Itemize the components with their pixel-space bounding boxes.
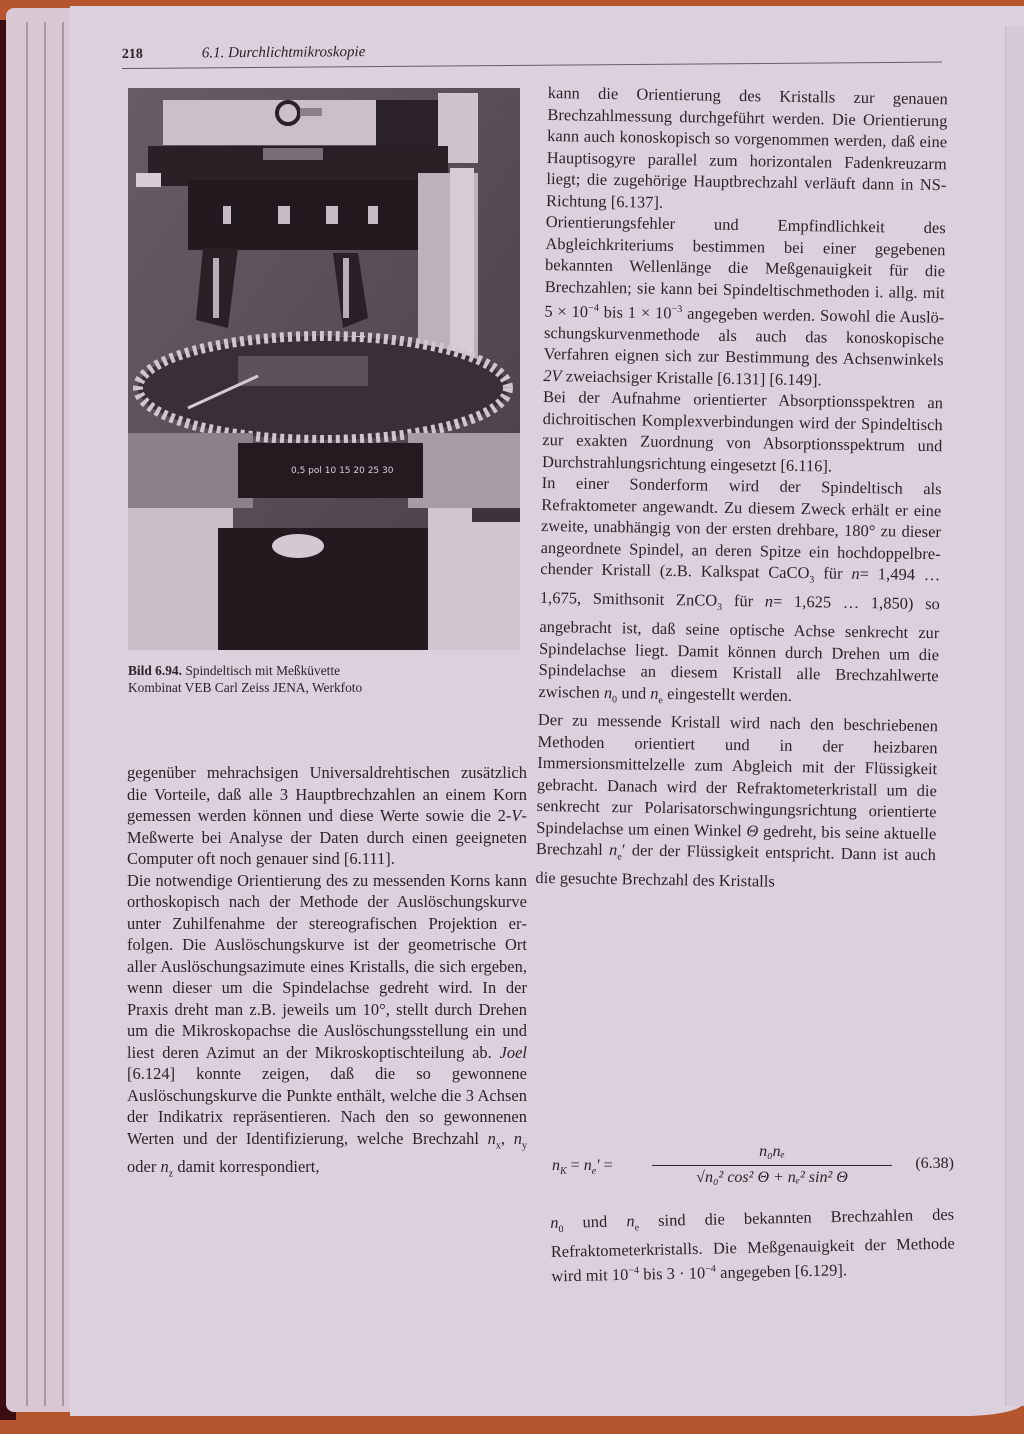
- text-run: für: [823, 563, 843, 584]
- scale-label: 0,5 pol 10 15 20 25 30: [291, 466, 394, 476]
- figure-photo: [128, 88, 520, 650]
- subscript: x: [495, 1139, 501, 1151]
- text-run: Orientierungsfehler und Empfindlichkeit des Abgleichkriteriums bestimmen bei einer gegebenen bekannten Wellenlänge die Meßgenauigkeit für die Brechzahlen; sie kann bei Spindeltischmethoden i. allg. mit 5 × 10: [544, 211, 946, 322]
- paragraph: [127, 762, 527, 870]
- text-run: ,: [500, 1128, 506, 1148]
- subscript: e: [617, 851, 622, 863]
- equals-sign: =: [566, 1157, 584, 1174]
- text-run: V: [511, 806, 522, 825]
- text-run: eingestellt werden.: [667, 683, 793, 705]
- symbol: n: [851, 564, 860, 584]
- symbol: n: [603, 682, 613, 702]
- equation-number: (6.38): [915, 1155, 954, 1172]
- caption-number: Bild 6.94.: [128, 663, 182, 678]
- subscript: y: [521, 1139, 528, 1151]
- superscript: −4: [588, 302, 600, 314]
- symbol: n: [550, 1212, 559, 1232]
- superscript: −4: [705, 1263, 717, 1276]
- numerator: n₀nₑ: [759, 1143, 785, 1160]
- subscript: e: [634, 1222, 640, 1234]
- symbol: n: [160, 1157, 169, 1177]
- page-gutter-shadow: [1005, 26, 1024, 1406]
- subscript: z: [168, 1168, 174, 1180]
- author-name: Joel: [499, 1042, 527, 1062]
- equation-lhs: [552, 1157, 613, 1177]
- paragraph: [535, 709, 938, 895]
- text-run: -Meßwerte bei Analyse der Daten durch einen geeigneten Computer oft noch genauer sind [6.111].: [127, 806, 527, 868]
- symbol: 2V: [543, 365, 562, 386]
- text-run: Der zu messende Kristall wird nach den beschriebenen Methoden orientiert und in der heizbaren Immersionsmittelzelle zum Abgleich mit der Flüssigkeit gebracht. Danach wird der Refraktometerkristall um die senkrecht zur Polarisatorschwingungsrichtung orientierte Spindelachse um einen Winkel: [536, 710, 939, 840]
- text-run: angegeben werden. Sowohl die Auslöschungskurvenmethode als auch das konoskopische Verfahren eignen sich zur Bestimmung des Achsenwinkels: [543, 303, 945, 370]
- fraction: [652, 1143, 892, 1187]
- subscript: 0: [612, 693, 618, 705]
- page-number: 218: [121, 46, 143, 63]
- text-run: Die notwendige Orientierung des zu messenden Korns kann orthoskopisch nach der Methode der Auslöschungskurve unter Zuhilfenahme der stereografischen Projektion erfolgen. Die Auslöschungskurve ist der geometrische Ort aller Auslöschungsazimute eines Kristalls, die sich ergeben, wenn dieser um die Spindelachse gedreht wird. In der Praxis dreht man z.B. jeweils um 10°, stellt durch Drehen um die Mikroskopachse die Auslöschungsstellung ein und liest deren Azimut an der Mikroskoptischteilung ab.: [127, 870, 527, 1062]
- text-run: für: [733, 591, 754, 611]
- text-run: und: [582, 1211, 608, 1232]
- running-title: 6.1. Durchlichtmikroskopie: [201, 44, 366, 62]
- subscript: 3: [716, 602, 723, 614]
- text-run: bis 1 × 10: [603, 302, 672, 323]
- subscript: 0: [558, 1223, 564, 1236]
- text-run: gegenüber mehrachsigen Universaldrehtischen zusätzlich die Vorteile, daß alle 3 Hauptbrechzahlen an einem Korn gemessen werden können und diese Werte sowie die 2-: [127, 763, 527, 825]
- text-run: zweiachsiger Kristalle [6.131] [6.149].: [565, 366, 822, 390]
- symbol: n: [764, 591, 774, 611]
- paragraph: kann die Orientierung des Kristalls zur genauen Brechzahlmessung durchgeführt werden. Die Orientierung kann auch konoskopisch so vorgenommen werden, daß eine Hauptisogyre parallel zum horizontalen Fadenkreuzarm liegt; die zugehörige Hauptbrechzahl verläuft dann in NS-Richtung [6.137].: [545, 82, 948, 212]
- symbol: n: [513, 1128, 522, 1148]
- symbol: n: [583, 1157, 592, 1174]
- prime: ′: [596, 1157, 600, 1174]
- page-edge-line: [62, 22, 64, 1406]
- equals-sign: =: [599, 1157, 613, 1174]
- paragraph: [543, 211, 946, 393]
- text-run: [6.124] konnte zeigen, daß die so gewonnene Auslöschungskurve die Punkte enthält, welche die 3 Achsen der Indikatrix repräsentieren. Nach den so gewonnenen Werten und der Identifizierung, welche Brechzahl: [127, 1064, 527, 1148]
- subscript: 3: [809, 574, 815, 586]
- symbol: n: [552, 1157, 560, 1174]
- equation-6-38: [552, 1143, 962, 1199]
- text-run: damit korrespondiert,: [177, 1157, 320, 1177]
- text-run: gedreht, bis seine aktuelle Brechzahl: [535, 821, 937, 860]
- page-edge-line: [44, 22, 46, 1406]
- symbol: n: [650, 683, 659, 703]
- text-run: und: [621, 682, 647, 703]
- page-edge-line: [26, 22, 28, 1406]
- left-column: [127, 762, 527, 1185]
- subscript: e: [591, 1166, 597, 1178]
- text-run: sind die bekannten Brechzahlen des Refraktometerkristalls. Die Meßgenauigkeit der Methode wird mit 10: [550, 1204, 955, 1286]
- caption-credit: Kombinat VEB Carl Zeiss JENA, Werkfoto: [128, 680, 363, 695]
- paragraph: [550, 1204, 955, 1288]
- text-run: angegeben [6.129].: [719, 1260, 848, 1283]
- symbol: n: [487, 1128, 496, 1148]
- superscript: −4: [628, 1265, 640, 1277]
- paragraph: [127, 870, 527, 1186]
- right-column: [535, 82, 948, 895]
- symbol: Θ: [746, 821, 759, 841]
- closing-paragraph: [550, 1204, 955, 1288]
- text-run: bis 3 · 10: [643, 1263, 706, 1284]
- text-run: ′: [621, 840, 626, 860]
- text-run: der der Flüssigkeit entspricht. Dann ist auch die gesuchte Brechzahl des Kristalls: [535, 840, 937, 891]
- superscript: −3: [671, 303, 683, 316]
- paragraph: [538, 472, 942, 715]
- subscript: K: [560, 1166, 567, 1178]
- text-run: In einer Sonderform wird der Spindeltisch als Refraktometer angewandt. Zu diesem Zweck erhält er eine zweite, unabhängig von der ersten drehbare, 180° zu dieser angeordnete Spindel, an deren Spitze ein hochdoppelbrechender Kristall (z.B. Kalkspat CaCO: [540, 473, 942, 583]
- text-run: = 1,625 … 1,850) so angebracht ist, daß seine optische Achse senkrecht zur Spindelachse liegt. Damit können durch Drehen um die Spindelachse an diesem Kristall alle Brechzahlwerte zwischen: [538, 591, 940, 702]
- subscript: e: [658, 694, 664, 706]
- denominator: √n₀² cos² Θ + nₑ² sin² Θ: [696, 1169, 848, 1186]
- text-run: = 1,494 … 1,675, Smithsonit ZnCO: [539, 564, 941, 610]
- figure-caption: [128, 662, 528, 696]
- paragraph: Bei der Aufnahme orientierter Absorptionsspektren an dichroitischen Komplexverbindungen wird der Spindeltisch zur exakten Zuordnung von Absorptionsspektrum und Durchstrahlungsrichtung eingesetzt [6.116].: [541, 387, 944, 476]
- symbol: n: [626, 1211, 635, 1231]
- symbol: n: [608, 840, 618, 860]
- caption-title: Spindeltisch mit Meßküvette: [185, 663, 341, 678]
- text-run: oder: [127, 1157, 157, 1177]
- microscope-spindle-stage-photo: [128, 88, 520, 650]
